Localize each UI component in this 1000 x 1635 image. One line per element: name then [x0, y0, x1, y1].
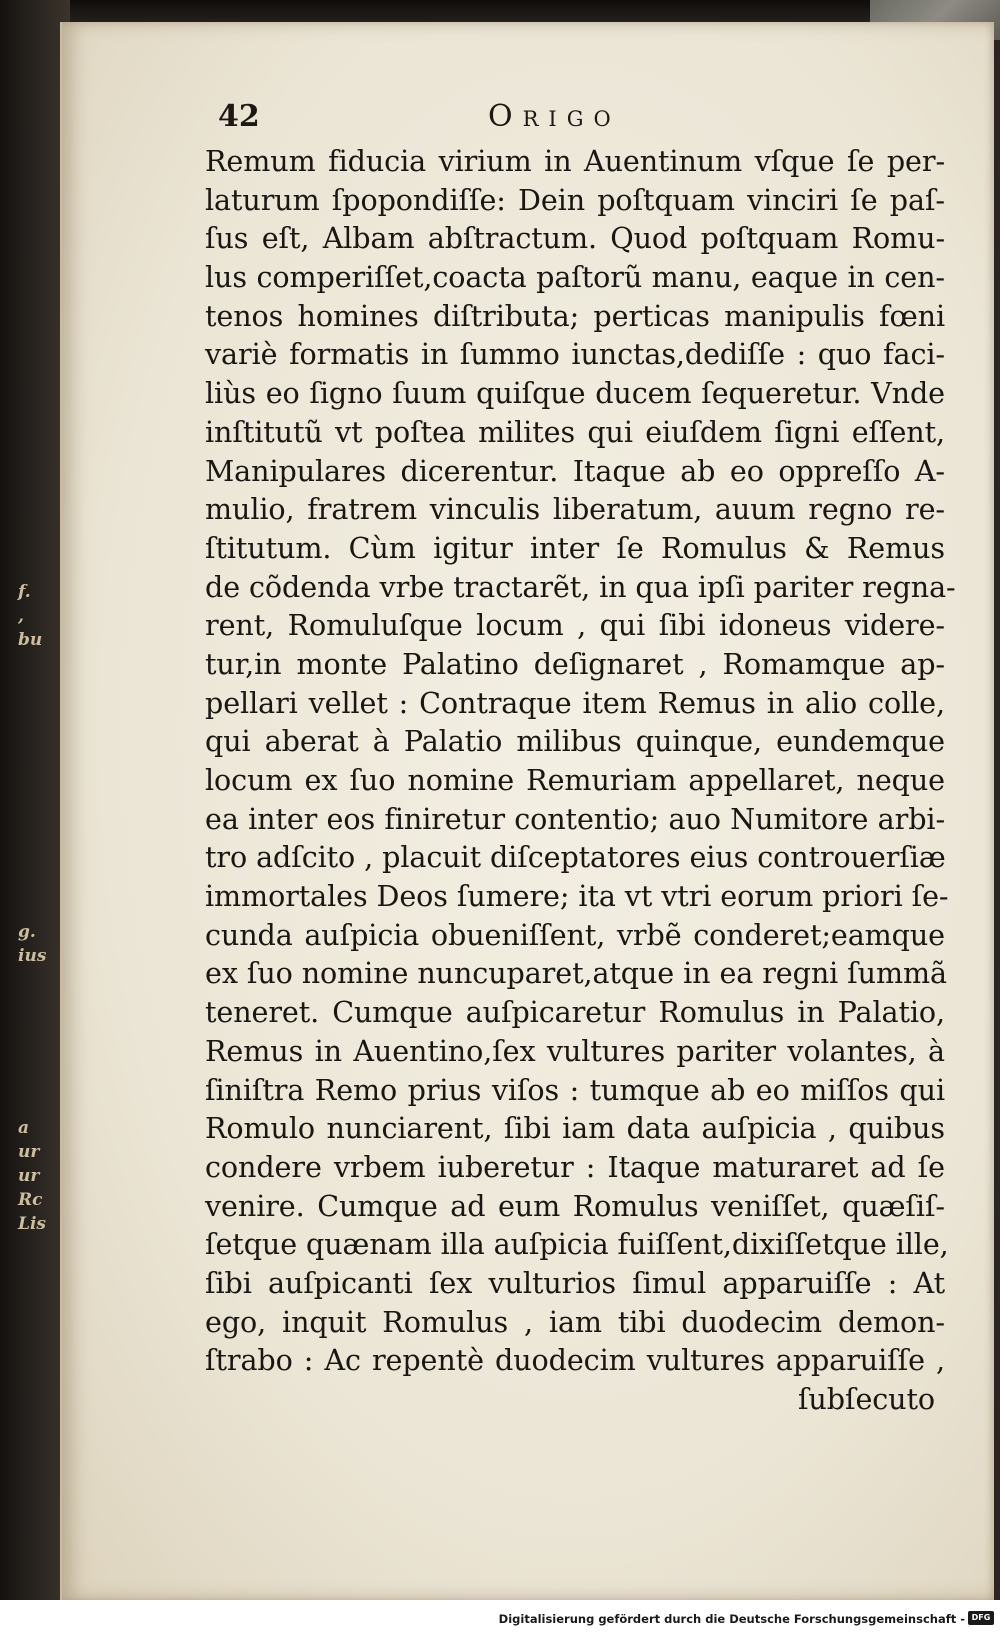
bleed-fragment: ius: [18, 946, 47, 966]
footer-bar: [0, 1600, 1000, 1635]
text-line: Remus in Auentino,ſex vultures pariter volantes, à: [205, 1033, 945, 1068]
text-line: variè formatis in ſummo iunctas,dediſſe : quo faci-: [205, 337, 945, 372]
text-line: pellari vellet : Contraque item Remus in alio colle,: [205, 685, 945, 720]
text-line: rent, Romuluſque locum , qui ſibi idoneus videre-: [205, 608, 945, 643]
funding-credit: Digitalisierung gefördert durch die Deutsche Forschungsgemeinschaft -: [498, 1612, 965, 1626]
text-line: qui aberat à Palatio milibus quinque, eundemque: [205, 724, 945, 759]
bleed-fragment: bu: [18, 630, 43, 650]
text-line: teneret. Cumque auſpicaretur Romulus in Palatio,: [205, 995, 945, 1030]
text-line: tenos homines diſtributa; perticas manipulis fœni: [205, 298, 945, 333]
text-line: laturum ſpopondiſſe: Dein poſtquam vinciri ſe paſ-: [205, 182, 945, 217]
text-line: ex ſuo nomine nuncuparet,atque in ea regni ſummã: [205, 956, 947, 991]
text-line: tro adſcito , placuit diſceptatores eius controuerſiæ: [205, 840, 946, 875]
text-line: lus comperiſſet,coacta paſtorũ manu, eaque in cen-: [205, 260, 945, 295]
text-line: ſibi auſpicanti ſex vulturios ſimul apparuiſſe : At: [205, 1265, 945, 1300]
text-line: immortales Deos ſumere; ita vt vtri eorum priori ſe-: [205, 879, 949, 914]
text-line: ea inter eos finiretur contentio; auo Numitore arbi-: [205, 801, 945, 836]
text-line: tur,in monte Palatino deſignaret , Romamque ap-: [205, 646, 945, 681]
text-line: venire. Cumque ad eum Romulus veniſſet, quæſiſ-: [205, 1188, 945, 1223]
text-line: ſus eſt, Albam abſtractum. Quod poſtquam Romu-: [205, 221, 945, 256]
text-line: condere vrbem iuberetur : Itaque maturaret ad ſe: [205, 1149, 945, 1184]
text-line: Manipulares dicerentur. Itaque ab eo oppreſſo A-: [205, 453, 945, 488]
text-line: cunda auſpicia obueniſſent, vrbẽ conderet;eamque: [205, 917, 945, 952]
running-title: Origo: [488, 99, 621, 134]
bleed-fragment: Rc: [18, 1190, 43, 1210]
text-line: ſiniſtra Remo prius viſos : tumque ab eo miſſos qui: [205, 1072, 945, 1107]
text-line: ego, inquit Romulus , iam tibi duodecim demon-: [205, 1304, 945, 1339]
text-line: locum ex ſuo nomine Remuriam appellaret, neque: [205, 763, 945, 797]
dfg-logo: DFG: [968, 1611, 994, 1625]
body-text: [205, 142, 956, 1419]
text-line: ſtrabo : Ac repentè duodecim vultures apparuiſſe ,: [205, 1343, 945, 1378]
bleed-fragment: g.: [18, 922, 36, 942]
bleed-fragment: a: [18, 1118, 30, 1138]
bleed-fragment: ,: [18, 606, 24, 626]
text-line: ſtitutum. Cùm igitur inter ſe Romulus & Remus: [205, 530, 945, 565]
text-line: inſtitutũ vt poſtea milites qui eiuſdem ſigni eſſent,: [205, 414, 945, 449]
text-line: liùs eo ſigno ſuum quiſque ducem ſequeretur. Vnde: [205, 376, 945, 411]
bleed-fragment: f.: [18, 582, 31, 602]
bleed-fragment: ur: [18, 1166, 40, 1186]
running-head: [150, 93, 950, 143]
text-line: mulio, fratrem vinculis liberatum, auum regno re-: [205, 492, 945, 527]
text-line: ſetque quænam illa auſpicia fuiſſent,dixiſſetque ille,: [205, 1227, 949, 1262]
page-number: 42: [218, 99, 260, 134]
text-line: Remum fiducia virium in Auentinum vſque ſe per-: [205, 144, 945, 178]
bleed-fragment: ur: [18, 1142, 40, 1162]
text-line: de cõdenda vrbe tractarẽt, in qua ipſi pariter regna-: [205, 569, 956, 604]
bleed-fragment: Lis: [18, 1214, 46, 1234]
text-line: Romulo nunciarent, ſibi iam data auſpicia , quibus: [205, 1111, 945, 1146]
catchword: ſubſecuto: [797, 1382, 935, 1416]
